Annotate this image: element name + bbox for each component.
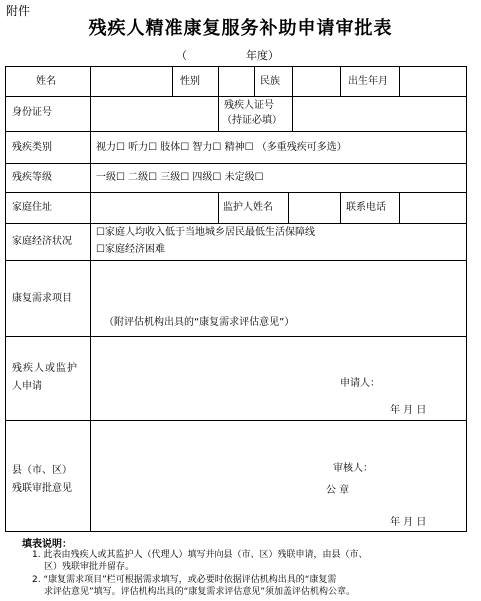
economic-option-2[interactable]: ☐家庭经济困难 <box>96 244 165 255</box>
notes-title: 填表说明： <box>22 539 72 550</box>
seal-label: 公 章 <box>326 485 350 496</box>
ethnicity-label: 民族 <box>260 76 280 87</box>
year-label: 年度） <box>246 49 279 62</box>
level-label: 残疾等级 <box>12 172 52 183</box>
disability-cert-label: 残疾人证号 <box>224 100 274 111</box>
review-label-2: 残联审批意见 <box>12 483 72 494</box>
address-label: 家庭住址 <box>12 202 52 213</box>
phone-label: 联系电话 <box>346 202 386 213</box>
needs-label: 康复需求项目 <box>12 293 72 304</box>
guardian-label: 监护人姓名 <box>223 202 273 213</box>
review-date: 年 月 日 <box>390 517 427 528</box>
note-2-line-1: 2. “康复需求项目”栏可根据需求填写，或必要时依据评估机构出具的“康复需 <box>32 575 337 585</box>
attachment-label: 附件 <box>6 4 31 18</box>
applicant-sign: 申请人： <box>340 378 380 389</box>
gender-label: 性别 <box>180 76 200 87</box>
category-label: 残疾类别 <box>12 142 52 153</box>
level-options[interactable]: 一级☐ 二级☐ 三级☐ 四级☐ 未定级☐ <box>96 172 264 183</box>
page-title: 残疾人精准康复服务补助申请审批表 <box>88 18 393 39</box>
id-label: 身份证号 <box>12 107 52 118</box>
economic-label: 家庭经济状况 <box>12 236 72 247</box>
needs-note: （附评估机构出具的“康复需求评估意见”） <box>104 317 295 328</box>
economic-option-1[interactable]: ☐家庭人均收入低于当地城乡居民最低生活保障线 <box>96 227 315 238</box>
birth-label: 出生年月 <box>348 76 388 87</box>
applicant-date: 年 月 日 <box>390 405 427 416</box>
year-open: （ <box>176 49 187 62</box>
name-label: 姓名 <box>36 76 56 87</box>
category-options[interactable]: 视力☐ 听力☐ 肢体☐ 智力☐ 精神☐ （多重残疾可多选） <box>96 142 347 153</box>
applicant-label-2: 人申请 <box>12 381 42 392</box>
note-2-line-2: 求评估意见”填写。评估机构出具的“康复需求评估意见”须加盖评估机构公章。 <box>44 587 355 597</box>
note-1-line-2: 区）残联审批并留存。 <box>44 562 135 572</box>
applicant-label-1: 残疾人或监护 <box>12 363 78 374</box>
note-1-line-1: 1. 此表由残疾人或其监护人（代理人）填写并向县（市、区）残联申请，由县（市、 <box>32 550 368 560</box>
review-label-1: 县（市、区） <box>12 465 72 476</box>
application-form-table <box>5 66 467 532</box>
disability-cert-note: （持证必填） <box>222 115 282 126</box>
reviewer-sign: 审核人： <box>333 463 373 474</box>
